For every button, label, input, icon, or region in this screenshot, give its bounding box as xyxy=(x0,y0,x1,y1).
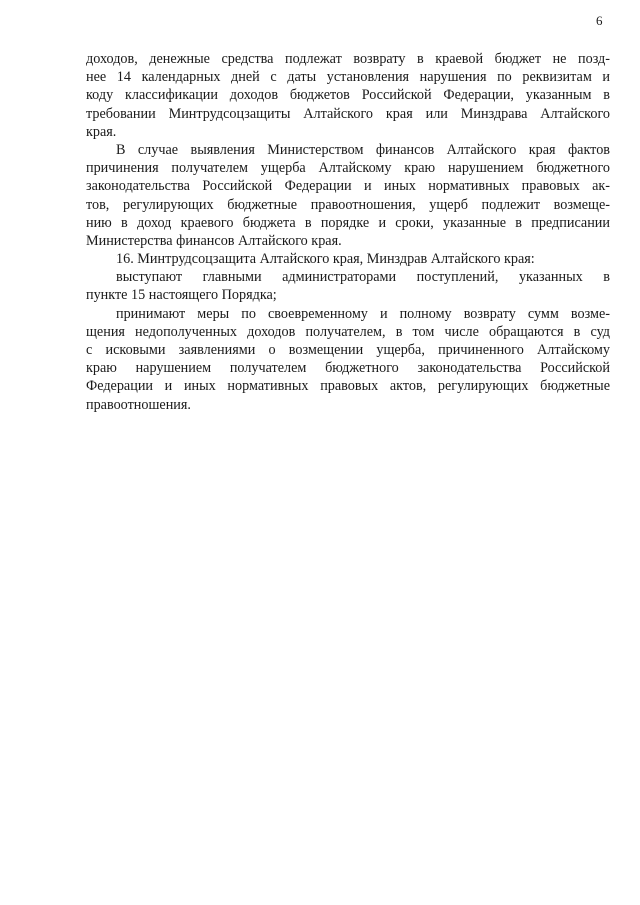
text-line: 16. Минтрудсоцзащита Алтайского края, Минздрав Алтайского края: xyxy=(116,251,535,268)
text-line: Министерства финансов Алтайского края. xyxy=(86,232,342,249)
text-line: причинения получателем ущерба Алтайскому краю нарушением бюджетного xyxy=(86,160,610,177)
text-line: с исковыми заявлениями о возмещении ущерба, причиненного Алтайскому xyxy=(86,342,610,358)
text-line: принимают меры по своевременному и полному возврату сумм возме- xyxy=(116,305,610,322)
text-line: выступают главными администраторами поступлений, указанных в xyxy=(116,269,610,286)
text-line: правоотношения. xyxy=(86,396,191,413)
text-line: тов, регулирующих бюджетные правоотношения, ущерб подлежит возмеще- xyxy=(86,196,610,213)
text-line: доходов, денежные средства подлежат возврату в краевой бюджет не позд- xyxy=(86,51,610,67)
text-line: требовании Минтрудсоцзащиты Алтайского края или Минздрава Алтайского xyxy=(86,105,610,122)
text-line: Федерации и иных нормативных правовых актов, регулирующих бюджетные xyxy=(86,378,610,395)
text-line: нее 14 календарных дней с даты установления нарушения по реквизитам и xyxy=(86,69,610,86)
text-line: края. xyxy=(86,123,117,140)
text-line: нию в доход краевого бюджета в порядке и сроки, указанные в предписании xyxy=(86,214,610,231)
page-number: 6 xyxy=(596,13,603,28)
text-line: пункте 15 настоящего Порядка; xyxy=(86,287,277,304)
text-line: коду классификации доходов бюджетов Российской Федерации, указанным в xyxy=(86,87,610,104)
text-line: щения недополученных доходов получателем, в том числе обращаются в суд xyxy=(86,323,610,340)
document-body xyxy=(86,50,610,414)
text-line: В случае выявления Министерством финансов Алтайского края фактов xyxy=(116,141,610,158)
text-line: краю нарушением получателем бюджетного законодательства Российской xyxy=(86,360,610,377)
text-line: законодательства Российской Федерации и иных нормативных правовых ак- xyxy=(86,178,610,195)
